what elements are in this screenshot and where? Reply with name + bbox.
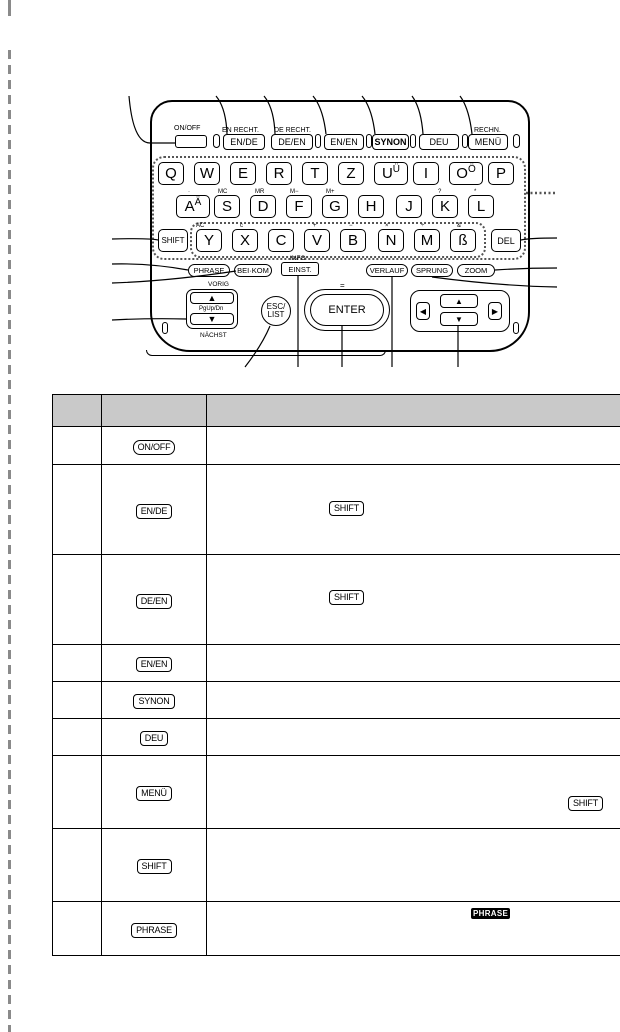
on-off-label: ON/OFF bbox=[174, 125, 201, 132]
sublabel: c bbox=[240, 223, 243, 229]
sublabel: & bbox=[457, 223, 462, 229]
sublabel: ÷ bbox=[421, 223, 425, 229]
speaker-slot bbox=[513, 322, 519, 334]
sublabel: MR bbox=[255, 189, 265, 195]
margin-marker-top bbox=[8, 0, 11, 16]
key-synon: SYNON bbox=[372, 134, 409, 150]
sublabel: · bbox=[188, 189, 190, 195]
margin-dashed-line bbox=[8, 50, 11, 1032]
dpad-left bbox=[416, 302, 430, 320]
pgupdn-label: PgUp/Dn bbox=[199, 306, 224, 312]
key-einst: EINST. bbox=[281, 262, 319, 276]
arrow-down-icon: ▼ bbox=[207, 314, 217, 324]
device-ledge bbox=[146, 350, 386, 356]
sublabel: MC bbox=[218, 189, 228, 195]
key-m: M bbox=[414, 229, 440, 252]
inline-key-shift: SHIFT bbox=[329, 501, 364, 516]
key-l: L bbox=[468, 195, 494, 218]
key-menue: MENÜ bbox=[468, 134, 508, 150]
table-row bbox=[53, 555, 620, 645]
key-x: X bbox=[232, 229, 258, 252]
key-o: O Ö bbox=[449, 162, 483, 185]
key-e: E bbox=[230, 162, 256, 185]
key-k: K bbox=[432, 195, 458, 218]
key-phrase: PHRASE bbox=[188, 264, 230, 277]
table-row bbox=[53, 682, 620, 719]
sublabel: ? bbox=[438, 189, 442, 195]
indicator-led bbox=[315, 134, 321, 148]
key-r: R bbox=[266, 162, 292, 185]
key-del: DEL bbox=[491, 229, 521, 252]
sublabel: M+ bbox=[326, 189, 335, 195]
vorig-label: VORIG bbox=[208, 281, 229, 288]
key-sprung: SPRUNG bbox=[411, 264, 453, 277]
key-sz: ß bbox=[450, 229, 476, 252]
key-v: V bbox=[304, 229, 330, 252]
key-y: Y bbox=[196, 229, 222, 252]
key-icon-en-de: EN/DE bbox=[136, 504, 173, 519]
equals-label: = bbox=[340, 281, 345, 290]
inline-key-shift: SHIFT bbox=[568, 796, 603, 811]
key-p: P bbox=[488, 162, 514, 185]
key-zoom: ZOOM bbox=[457, 264, 495, 277]
key-icon-shift: SHIFT bbox=[137, 859, 172, 874]
table-row bbox=[53, 645, 620, 682]
arrow-right-icon: ▶ bbox=[491, 306, 499, 316]
key-z: Z bbox=[338, 162, 364, 185]
key-esc-list: ESC/ LIST bbox=[261, 296, 291, 326]
key-icon-synon: SYNON bbox=[133, 694, 174, 709]
key-icon-en-en: EN/EN bbox=[136, 657, 173, 672]
key-icon-menue: MENÜ bbox=[136, 786, 172, 801]
table-row bbox=[53, 427, 620, 465]
table-row bbox=[53, 902, 620, 956]
key-w: W bbox=[194, 162, 220, 185]
key-b: B bbox=[340, 229, 366, 252]
phrase-indicator-icon: PHRASE bbox=[473, 909, 509, 918]
de-recht-label: DE RECHT. bbox=[274, 127, 311, 134]
indicator-led bbox=[213, 134, 220, 148]
table-row bbox=[53, 465, 620, 555]
page-up-key bbox=[190, 292, 234, 304]
dpad-up bbox=[440, 294, 478, 308]
sublabel: AC bbox=[196, 223, 205, 229]
arrow-left-icon: ◀ bbox=[419, 306, 427, 316]
key-h: H bbox=[358, 195, 384, 218]
key-de-en: DE/EN bbox=[271, 134, 313, 150]
key-u: U Ü bbox=[374, 162, 408, 185]
key-d: D bbox=[250, 195, 276, 218]
key-en-en: EN/EN bbox=[324, 134, 364, 150]
table-header-cell bbox=[102, 395, 207, 427]
key-en-de: EN/DE bbox=[223, 134, 265, 150]
rechn-label: RECHN. bbox=[474, 127, 501, 134]
key-t: T bbox=[302, 162, 328, 185]
dpad-right bbox=[488, 302, 502, 320]
table-row bbox=[53, 756, 620, 829]
key-g: G bbox=[322, 195, 348, 218]
sublabel: − bbox=[349, 223, 353, 229]
key-description-table bbox=[52, 394, 620, 956]
key-j: J bbox=[396, 195, 422, 218]
key-s: S bbox=[214, 195, 240, 218]
arrow-up-icon: ▲ bbox=[455, 296, 463, 306]
table-row bbox=[53, 719, 620, 756]
table-header-cell bbox=[53, 395, 102, 427]
speaker-slot bbox=[162, 322, 168, 334]
inline-key-shift: SHIFT bbox=[329, 590, 364, 605]
key-n: N bbox=[378, 229, 404, 252]
key-i: I bbox=[413, 162, 439, 185]
key-deu: DEU bbox=[419, 134, 459, 150]
naechst-label: NÄCHST bbox=[200, 332, 227, 339]
table-row bbox=[53, 829, 620, 902]
sublabel: + bbox=[313, 223, 317, 229]
page-down-key bbox=[190, 313, 234, 325]
arrow-down-icon: ▼ bbox=[455, 314, 463, 324]
sublabel: M− bbox=[290, 189, 299, 195]
table-header-cell bbox=[207, 395, 620, 427]
key-icon-deu: DEU bbox=[140, 731, 168, 746]
key-c: C bbox=[268, 229, 294, 252]
indicator-led bbox=[410, 134, 416, 148]
info-label: INFO bbox=[290, 255, 306, 262]
sublabel: × bbox=[385, 223, 389, 229]
on-off-button bbox=[175, 135, 207, 148]
key-enter: ENTER bbox=[310, 294, 384, 326]
key-icon-de-en: DE/EN bbox=[136, 594, 173, 609]
key-beikom: BEI·KOM bbox=[234, 264, 272, 277]
key-shift: SHIFT bbox=[158, 229, 188, 252]
table-header-row bbox=[53, 395, 620, 427]
arrow-up-icon: ▲ bbox=[207, 293, 217, 303]
key-icon-phrase: PHRASE bbox=[131, 923, 177, 938]
key-verlauf: VERLAUF bbox=[366, 264, 408, 277]
en-recht-label: EN RECHT. bbox=[222, 127, 259, 134]
sublabel: * bbox=[474, 189, 477, 195]
dpad-down bbox=[440, 312, 478, 326]
key-q: Q bbox=[158, 162, 184, 185]
indicator-led bbox=[513, 134, 520, 148]
key-a: A Ä bbox=[176, 195, 210, 218]
key-f: F bbox=[286, 195, 312, 218]
key-icon-on-off: ON/OFF bbox=[133, 440, 176, 455]
